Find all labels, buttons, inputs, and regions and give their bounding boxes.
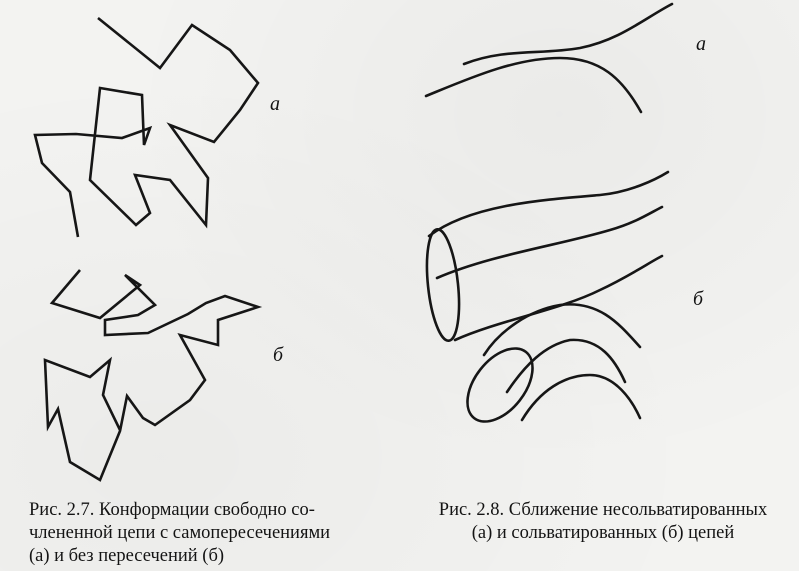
solvation-shell-end-1 xyxy=(422,228,464,343)
solvated-chain-1-bottom xyxy=(455,256,662,340)
unsolvated-chain-lower xyxy=(426,58,641,112)
fig-2-7-panel-label-a: а xyxy=(270,93,280,115)
solvated-chain-2-top xyxy=(484,304,640,355)
caption-line: Рис. 2.7. Конформации свободно со- xyxy=(29,500,315,520)
caption-line: члененной цепи с самопересечениями xyxy=(29,523,331,543)
fig-2-7-panel-label-b: б xyxy=(273,344,284,366)
solvated-chain-1-axis xyxy=(437,207,662,278)
fig-2-8-panel-label-b: б xyxy=(693,288,704,310)
figure-2-8-caption xyxy=(408,499,798,545)
caption-line: Рис. 2.8. Сближение несольватированных xyxy=(438,500,768,520)
figure-2-7-caption xyxy=(29,499,330,568)
solvated-chain-2-axis xyxy=(507,340,625,392)
unsolvated-chain-upper xyxy=(464,4,672,64)
fig-2-8-panel-label-a: а xyxy=(696,33,706,55)
solvated-chain-2-bottom xyxy=(522,375,640,420)
caption-line: (а) и без пересечений (б) xyxy=(29,546,225,566)
caption-line: (а) и сольватированных (б) цепей xyxy=(471,523,735,543)
solvated-chain-1-top xyxy=(429,172,668,236)
solvation-shell-end-2 xyxy=(454,337,545,434)
